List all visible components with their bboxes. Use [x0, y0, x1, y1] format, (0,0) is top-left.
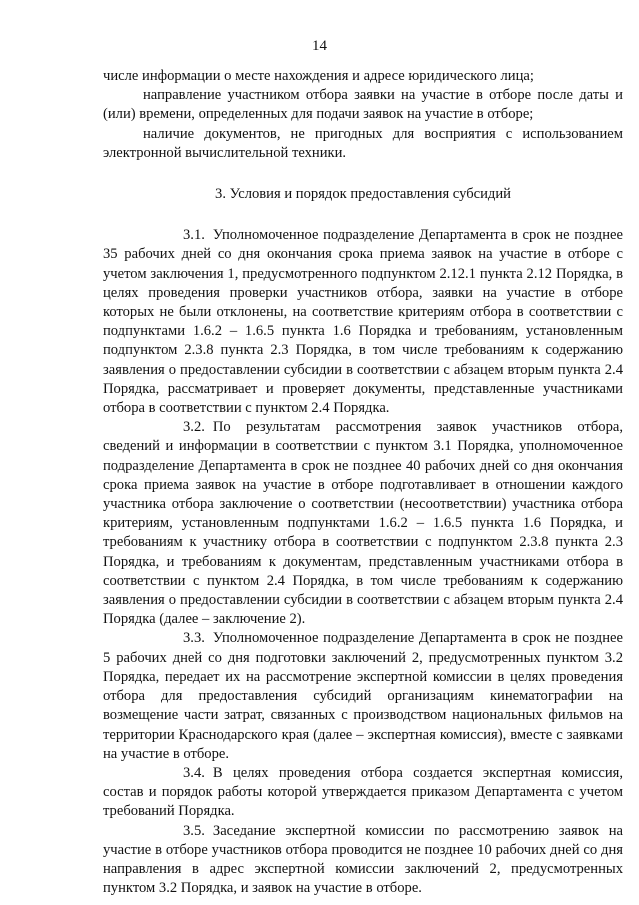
paragraph-text: В целях проведения отбора создается экспертная комиссия, состав и порядок работы которой утверждается приказом Департамента с учетом требований Порядка.: [103, 764, 623, 820]
paragraph-3-3: [103, 629, 623, 763]
list-item-documents: наличие документов, не пригодных для восприятия с использованием электронной вычислительной техники.: [103, 125, 623, 161]
paragraph-3-5: [103, 822, 623, 899]
paragraph-number: 3.4.: [183, 764, 205, 781]
paragraph-text: Уполномоченное подразделение Департамента в срок не позднее 5 рабочих дней со дня подготовки заключений 2, предусмотренных пунктом 3.2 Порядка, передает их на рассмотрение экспертной комиссии в целях проведения отбора для предоставления субсидий организациям кинематографии на возмещение части затрат, связанных с производством национальных фильмов на территории Краснодарского края (далее – экспертная комиссия), вместе с заявками на участие в отборе.: [103, 630, 623, 762]
list-item-deadline: направление участником отбора заявки на участие в отборе после даты и (или) времени, определенных для подачи заявок на участие в отборе;: [103, 87, 623, 123]
document-body: [103, 67, 623, 898]
paragraph-number: 3.1.: [183, 227, 205, 244]
paragraph-text: Уполномоченное подразделение Департамента в срок не позднее 35 рабочих дней со дня окончания срока приема заявок на участие в отборе с учетом заключения 1, предусмотренного подпунктом 2.12.1 пункта 2.12 Порядка, в целях проведения проверки участников отбора, заявки на участие в отборе которых не были отклонены, на соответствие критериям отбора в соответствии с подпунктами 1.6.2 – 1.6.5 пункта 1.6 Порядка и требованиям, установленным подпунктом 2.3.8 пункта 2.3 Порядка, в том числе требованиям к содержанию заявления о предоставлении субсидии в соответствии с абзацем вторым пункта 2.4 Порядка, рассматривает и проверяет документы, представленные участниками отбора в соответствии с пунктом 2.4 Порядка.: [103, 227, 623, 417]
section-heading: 3. Условия и порядок предоставления субсидий: [215, 186, 511, 203]
page-number: 14: [312, 38, 327, 54]
continuation-line: числе информации о месте нахождения и адресе юридического лица;: [103, 68, 534, 84]
paragraph-text: Заседание экспертной комиссии по рассмотрению заявок на участие в отборе участников отбора проводится не позднее 10 рабочих дней со дня направления в адрес экспертной комиссии заключений 2, предусмотренных пунктом 3.2 Порядка, и заявок на участие в отборе.: [103, 822, 623, 897]
paragraph-number: 3.3.: [183, 630, 205, 647]
paragraph-text: По результатам рассмотрения заявок участников отбора, сведений и информации в соответствии с пунктом 3.1 Порядка, уполномоченное подразделение Департамента в срок не позднее 40 рабочих дней со дня окончания срока приема заявок на участие в отборе подготавливает в отношении каждого участника отбора заключение о соответствии (несоответствии) участника отбора критериям, установленным подпунктами 1.6.2 – 1.6.5 пункта 1.6 Порядка, и требованиям к участнику отбора в соответствии с подпунктом 2.3.8 пункта 2.3 Порядка, и требованиям к документам, представленным участниками отбора в соответствии с пунктом 2.4 Порядка, в том числе требованиям к содержанию заявления о предоставлении субсидии в соответствии с абзацем вторым пункта 2.4 Порядка (далее – заключение 2).: [103, 419, 623, 628]
paragraph-3-4: [103, 764, 623, 822]
paragraph-number: 3.2.: [183, 419, 205, 436]
paragraph-3-1: [103, 226, 623, 418]
paragraph-3-2: [103, 418, 623, 629]
paragraph-number: 3.5.: [183, 822, 205, 839]
